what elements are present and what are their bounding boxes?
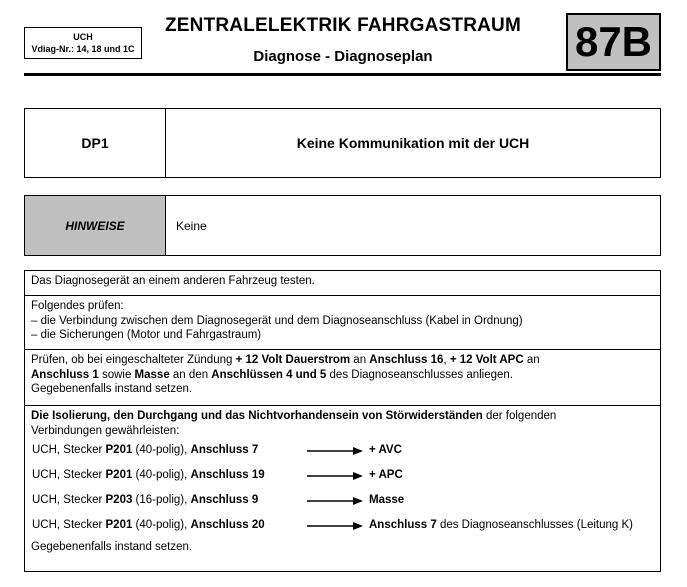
step3-bold: Anschlüssen 4 und 5 bbox=[211, 368, 327, 381]
step3-line1 bbox=[31, 353, 654, 368]
source-pin: Anschluss 7 bbox=[190, 444, 259, 456]
step-check-voltage bbox=[25, 350, 660, 406]
connection-source bbox=[32, 493, 258, 508]
connection-source bbox=[32, 468, 265, 483]
step3-bold: Anschluss 1 bbox=[31, 368, 99, 381]
arrow-right-icon bbox=[307, 496, 363, 506]
source-text: (16-polig), bbox=[132, 494, 191, 506]
step-check-connections bbox=[25, 296, 660, 350]
step4-intro-bold: Die Isolierung, den Durchgang und das Nichtvorhandensein von Störwiderständen bbox=[31, 410, 483, 422]
notes-text: Keine bbox=[176, 218, 207, 233]
step-check-wiring bbox=[25, 406, 660, 571]
target-text: des Diagnoseanschlusses (Leitung K) bbox=[436, 519, 634, 531]
target-bold: + APC bbox=[369, 469, 403, 481]
dp-title: Keine Kommunikation mit der UCH bbox=[296, 135, 530, 151]
module-name: UCH bbox=[73, 32, 93, 42]
source-text: (40-polig), bbox=[132, 469, 191, 481]
connection-target bbox=[369, 468, 403, 483]
step3-bold: + 12 Volt Dauerstrom bbox=[235, 354, 351, 366]
source-text: UCH, Stecker bbox=[32, 469, 106, 481]
step2-item-connection: – die Verbindung zwischen dem Diagnosegerät und dem Diagnoseanschluss (Kabel in Ordnung) bbox=[31, 314, 523, 327]
step4-intro-line2: Verbindungen gewährleisten: bbox=[31, 424, 180, 437]
notes-box bbox=[24, 195, 661, 256]
step3-line3: Gegebenenfalls instand setzen. bbox=[31, 383, 193, 395]
arrow-right-icon bbox=[307, 521, 363, 531]
connection-row bbox=[31, 438, 654, 463]
step3-bold: Anschluss 16 bbox=[369, 354, 444, 366]
step3-text: an den bbox=[169, 368, 212, 381]
connection-target bbox=[369, 518, 633, 533]
source-plug: P203 bbox=[105, 494, 133, 506]
step4-intro-rest: der folgenden bbox=[482, 410, 557, 422]
source-text: UCH, Stecker bbox=[32, 444, 106, 456]
target-bold: + AVC bbox=[369, 444, 402, 456]
page-title: ZENTRALELEKTRIK FAHRGASTRAUM bbox=[164, 15, 522, 36]
diagnostic-steps-table bbox=[24, 270, 661, 572]
step3-text: Prüfen, ob bei eingeschalteter Zündung bbox=[31, 354, 236, 366]
step3-text: an bbox=[350, 354, 370, 366]
step3-line2 bbox=[31, 368, 654, 383]
step3-bold: + 12 Volt APC bbox=[449, 354, 524, 366]
step3-text: an bbox=[523, 354, 540, 366]
connection-row bbox=[31, 463, 654, 488]
step3-text: des Diagnoseanschlusses anliegen. bbox=[326, 368, 514, 381]
notes-label: HINWEISE bbox=[25, 196, 166, 255]
step1-text: Das Diagnosegerät an einem anderen Fahrzeug testen. bbox=[31, 275, 315, 287]
module-info-box bbox=[24, 27, 142, 59]
chapter-badge: 87B bbox=[566, 13, 661, 71]
source-plug: P201 bbox=[105, 469, 133, 481]
source-pin: Anschluss 19 bbox=[190, 469, 265, 481]
source-pin: Anschluss 20 bbox=[190, 519, 265, 531]
connection-target bbox=[369, 443, 402, 458]
connection-row bbox=[31, 513, 654, 538]
source-pin: Anschluss 9 bbox=[190, 494, 259, 506]
target-bold: Anschluss 7 bbox=[369, 519, 437, 531]
step2-item-fuses: – die Sicherungen (Motor und Fahrgastraum) bbox=[31, 329, 262, 341]
source-plug: P201 bbox=[105, 519, 133, 531]
connection-row bbox=[31, 488, 654, 513]
step3-text: , bbox=[443, 354, 450, 366]
step-test-other-vehicle bbox=[25, 271, 660, 296]
source-plug: P201 bbox=[105, 444, 133, 456]
connection-target bbox=[369, 493, 404, 508]
arrow-right-icon bbox=[307, 471, 363, 481]
target-bold: Masse bbox=[369, 494, 405, 506]
diagnostic-plan-box bbox=[24, 108, 661, 178]
source-text: (40-polig), bbox=[132, 444, 191, 456]
step2-intro: Folgendes prüfen: bbox=[31, 300, 124, 312]
header-divider bbox=[24, 73, 661, 76]
step4-intro bbox=[31, 409, 654, 424]
source-text: UCH, Stecker bbox=[32, 519, 106, 531]
arrow-right-icon bbox=[307, 446, 363, 456]
vdiag-number: Vdiag-Nr.: 14, 18 und 1C bbox=[31, 44, 135, 54]
step3-bold: Masse bbox=[134, 368, 170, 381]
connection-source bbox=[32, 518, 265, 533]
page-subtitle: Diagnose - Diagnoseplan bbox=[253, 48, 433, 65]
step4-tail: Gegebenenfalls instand setzen. bbox=[31, 541, 193, 553]
step3-text: sowie bbox=[98, 368, 135, 381]
connection-source bbox=[32, 443, 258, 458]
dp-code: DP1 bbox=[25, 109, 166, 177]
source-text: UCH, Stecker bbox=[32, 494, 106, 506]
source-text: (40-polig), bbox=[132, 519, 191, 531]
